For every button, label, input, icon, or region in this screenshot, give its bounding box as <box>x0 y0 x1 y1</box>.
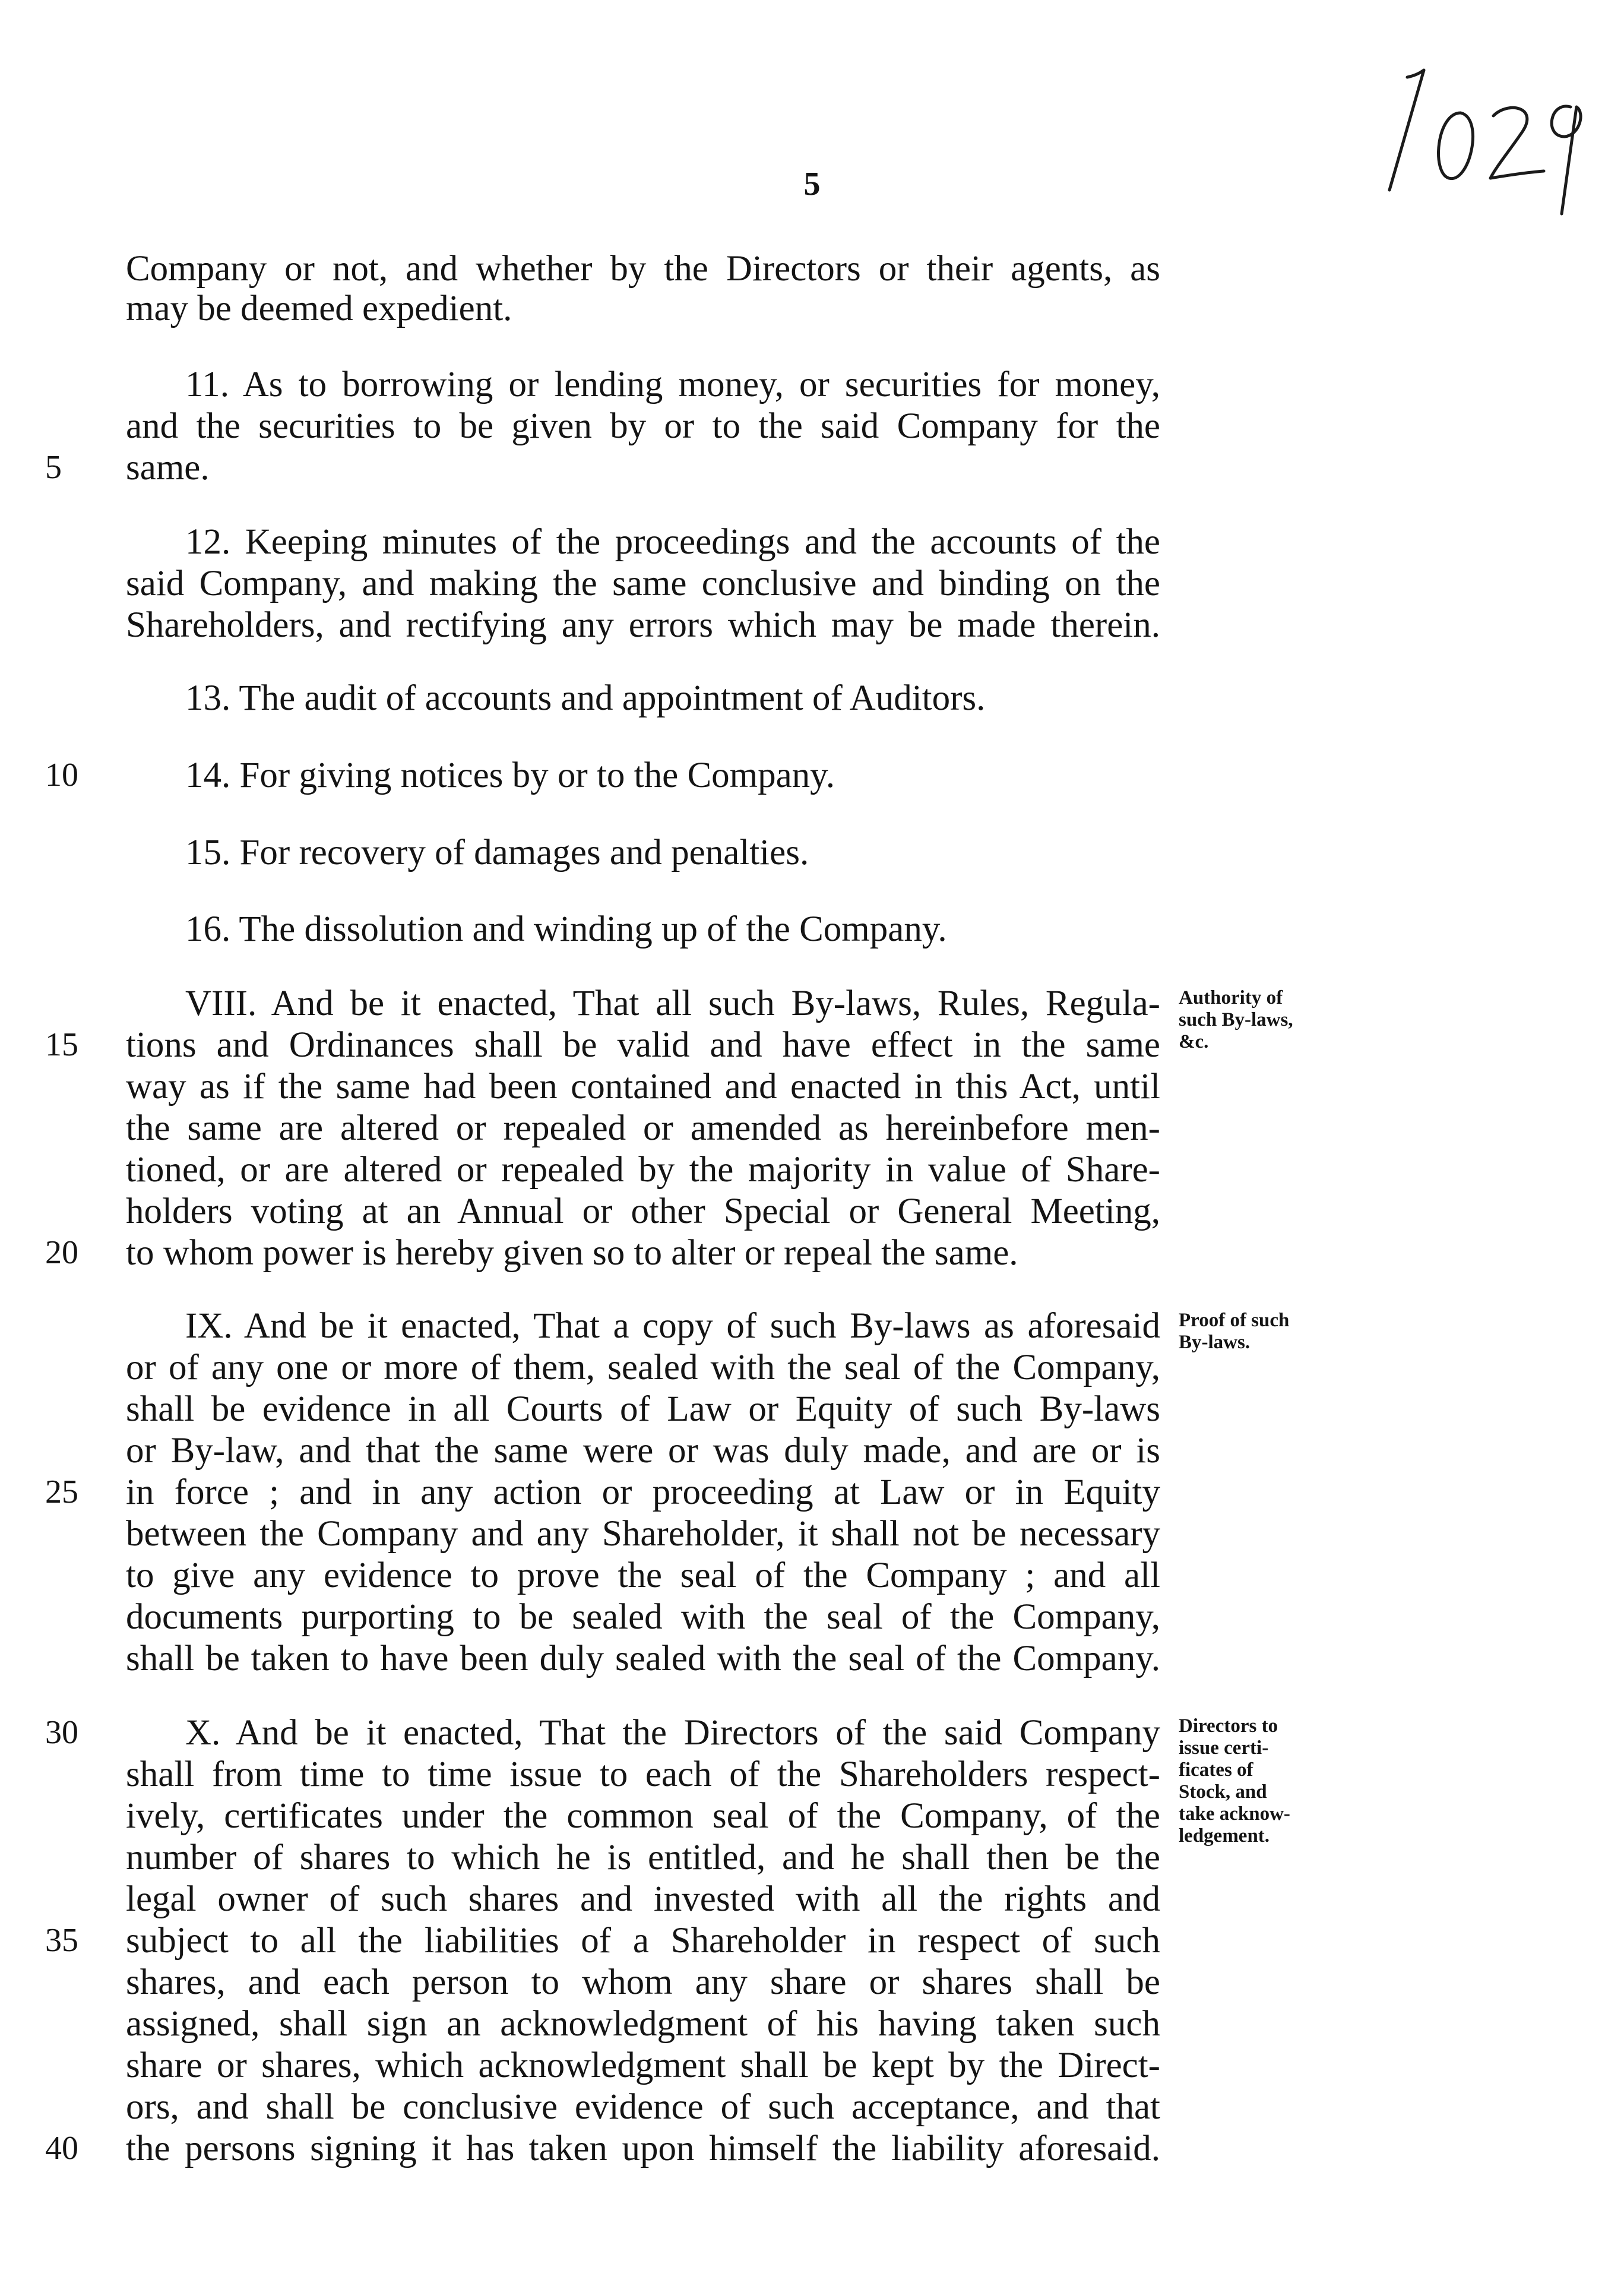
text-line: to whom power is hereby given so to alter or repeal the same. <box>126 1233 1018 1273</box>
text-line: VIII. And be it enacted, That all such By-laws, Rules, Regula- <box>185 984 1160 1023</box>
text-line: 11. As to borrowing or lending money, or securities for money, <box>185 365 1160 404</box>
margin-note-line: Directors to <box>1179 1715 1278 1737</box>
text-line: subject to all the liabilities of a Shareholder in respect of such <box>126 1921 1160 1961</box>
text-line: said Company, and making the same conclusive and binding on the <box>126 564 1160 603</box>
text-line: shall be evidence in all Courts of Law or Equity of such By-laws <box>126 1389 1160 1429</box>
text-line: or By-law, and that the same were or was duly made, and are or is <box>126 1431 1160 1471</box>
text-line: number of shares to which he is entitled, and he shall then be the <box>126 1838 1160 1877</box>
line-number: 40 <box>45 2130 78 2167</box>
text-line: in force ; and in any action or proceeding at Law or in Equity <box>126 1472 1160 1512</box>
text-line: between the Company and any Shareholder, it shall not be necessary <box>126 1514 1160 1554</box>
margin-note-line: ledgement. <box>1179 1825 1270 1847</box>
text-line: may be deemed expedient. <box>126 289 512 328</box>
margin-note <box>1179 987 1375 1053</box>
text-line: X. And be it enacted, That the Directors of the said Company <box>185 1713 1160 1753</box>
text-line: 15. For recovery of damages and penalties. <box>185 833 809 872</box>
text-line: ors, and shall be conclusive evidence of such acceptance, and that <box>126 2087 1160 2127</box>
line-number: 30 <box>45 1714 78 1751</box>
line-number: 5 <box>45 449 62 486</box>
margin-note <box>1179 1715 1375 1847</box>
text-line: 12. Keeping minutes of the proceedings and the accounts of the <box>185 522 1160 562</box>
margin-note <box>1179 1310 1375 1354</box>
text-line: Company or not, and whether by the Directors or their agents, as <box>126 249 1160 289</box>
line-number: 35 <box>45 1922 78 1959</box>
margin-note-line: ficates of <box>1179 1759 1253 1781</box>
page-number: 5 <box>803 166 821 203</box>
line-number: 10 <box>45 757 78 794</box>
line-number: 15 <box>45 1026 78 1063</box>
margin-note-line: Proof of such <box>1179 1310 1290 1331</box>
text-line: and the securities to be given by or to the said Company for the <box>126 406 1160 446</box>
text-line: legal owner of such shares and invested with all the rights and <box>126 1879 1160 1919</box>
text-line: 16. The dissolution and winding up of the Company. <box>185 909 947 949</box>
margin-note-line: Authority of <box>1179 987 1283 1009</box>
margin-note-line: &c. <box>1179 1031 1209 1052</box>
text-line: shall be taken to have been duly sealed with the seal of the Company. <box>126 1639 1160 1678</box>
text-line: IX. And be it enacted, That a copy of such By-laws as aforesaid <box>185 1306 1160 1346</box>
text-line: tioned, or are altered or repealed by the majority in value of Share- <box>126 1150 1160 1190</box>
line-number: 20 <box>45 1234 78 1271</box>
line-number: 25 <box>45 1474 78 1510</box>
margin-note-line: issue certi- <box>1179 1737 1269 1759</box>
margin-note-line: take acknow- <box>1179 1803 1290 1825</box>
text-line: tions and Ordinances shall be valid and have effect in the same <box>126 1025 1160 1065</box>
text-line: documents purporting to be sealed with the seal of the Company, <box>126 1597 1160 1637</box>
text-line: Shareholders, and rectifying any errors which may be made therein. <box>126 605 1160 645</box>
text-line: ively, certificates under the common seal of the Company, of the <box>126 1796 1160 1836</box>
text-line: 14. For giving notices by or to the Company. <box>185 755 835 795</box>
margin-note-line: such By-laws, <box>1179 1009 1293 1030</box>
margin-note-line: By-laws. <box>1179 1332 1251 1353</box>
text-line: shall from time to time issue to each of the Shareholders respect- <box>126 1754 1160 1794</box>
text-line: 13. The audit of accounts and appointment of Auditors. <box>185 678 986 718</box>
text-line: share or shares, which acknowledgment shall be kept by the Direct- <box>126 2046 1160 2085</box>
text-line: to give any evidence to prove the seal of the Company ; and all <box>126 1556 1160 1595</box>
text-line: way as if the same had been contained and enacted in this Act, until <box>126 1067 1160 1107</box>
text-line: shares, and each person to whom any share or shares shall be <box>126 1962 1160 2002</box>
text-line: the persons signing it has taken upon himself the liability aforesaid. <box>126 2129 1160 2168</box>
text-line: assigned, shall sign an acknowledgment of his having taken such <box>126 2004 1160 2044</box>
text-line: or of any one or more of them, sealed with the seal of the Company, <box>126 1348 1160 1387</box>
text-line: the same are altered or repealed or amended as hereinbefore men- <box>126 1108 1160 1148</box>
text-line: same. <box>126 448 210 488</box>
text-line: holders voting at an Annual or other Special or General Meeting, <box>126 1191 1160 1231</box>
margin-note-line: Stock, and <box>1179 1781 1267 1803</box>
